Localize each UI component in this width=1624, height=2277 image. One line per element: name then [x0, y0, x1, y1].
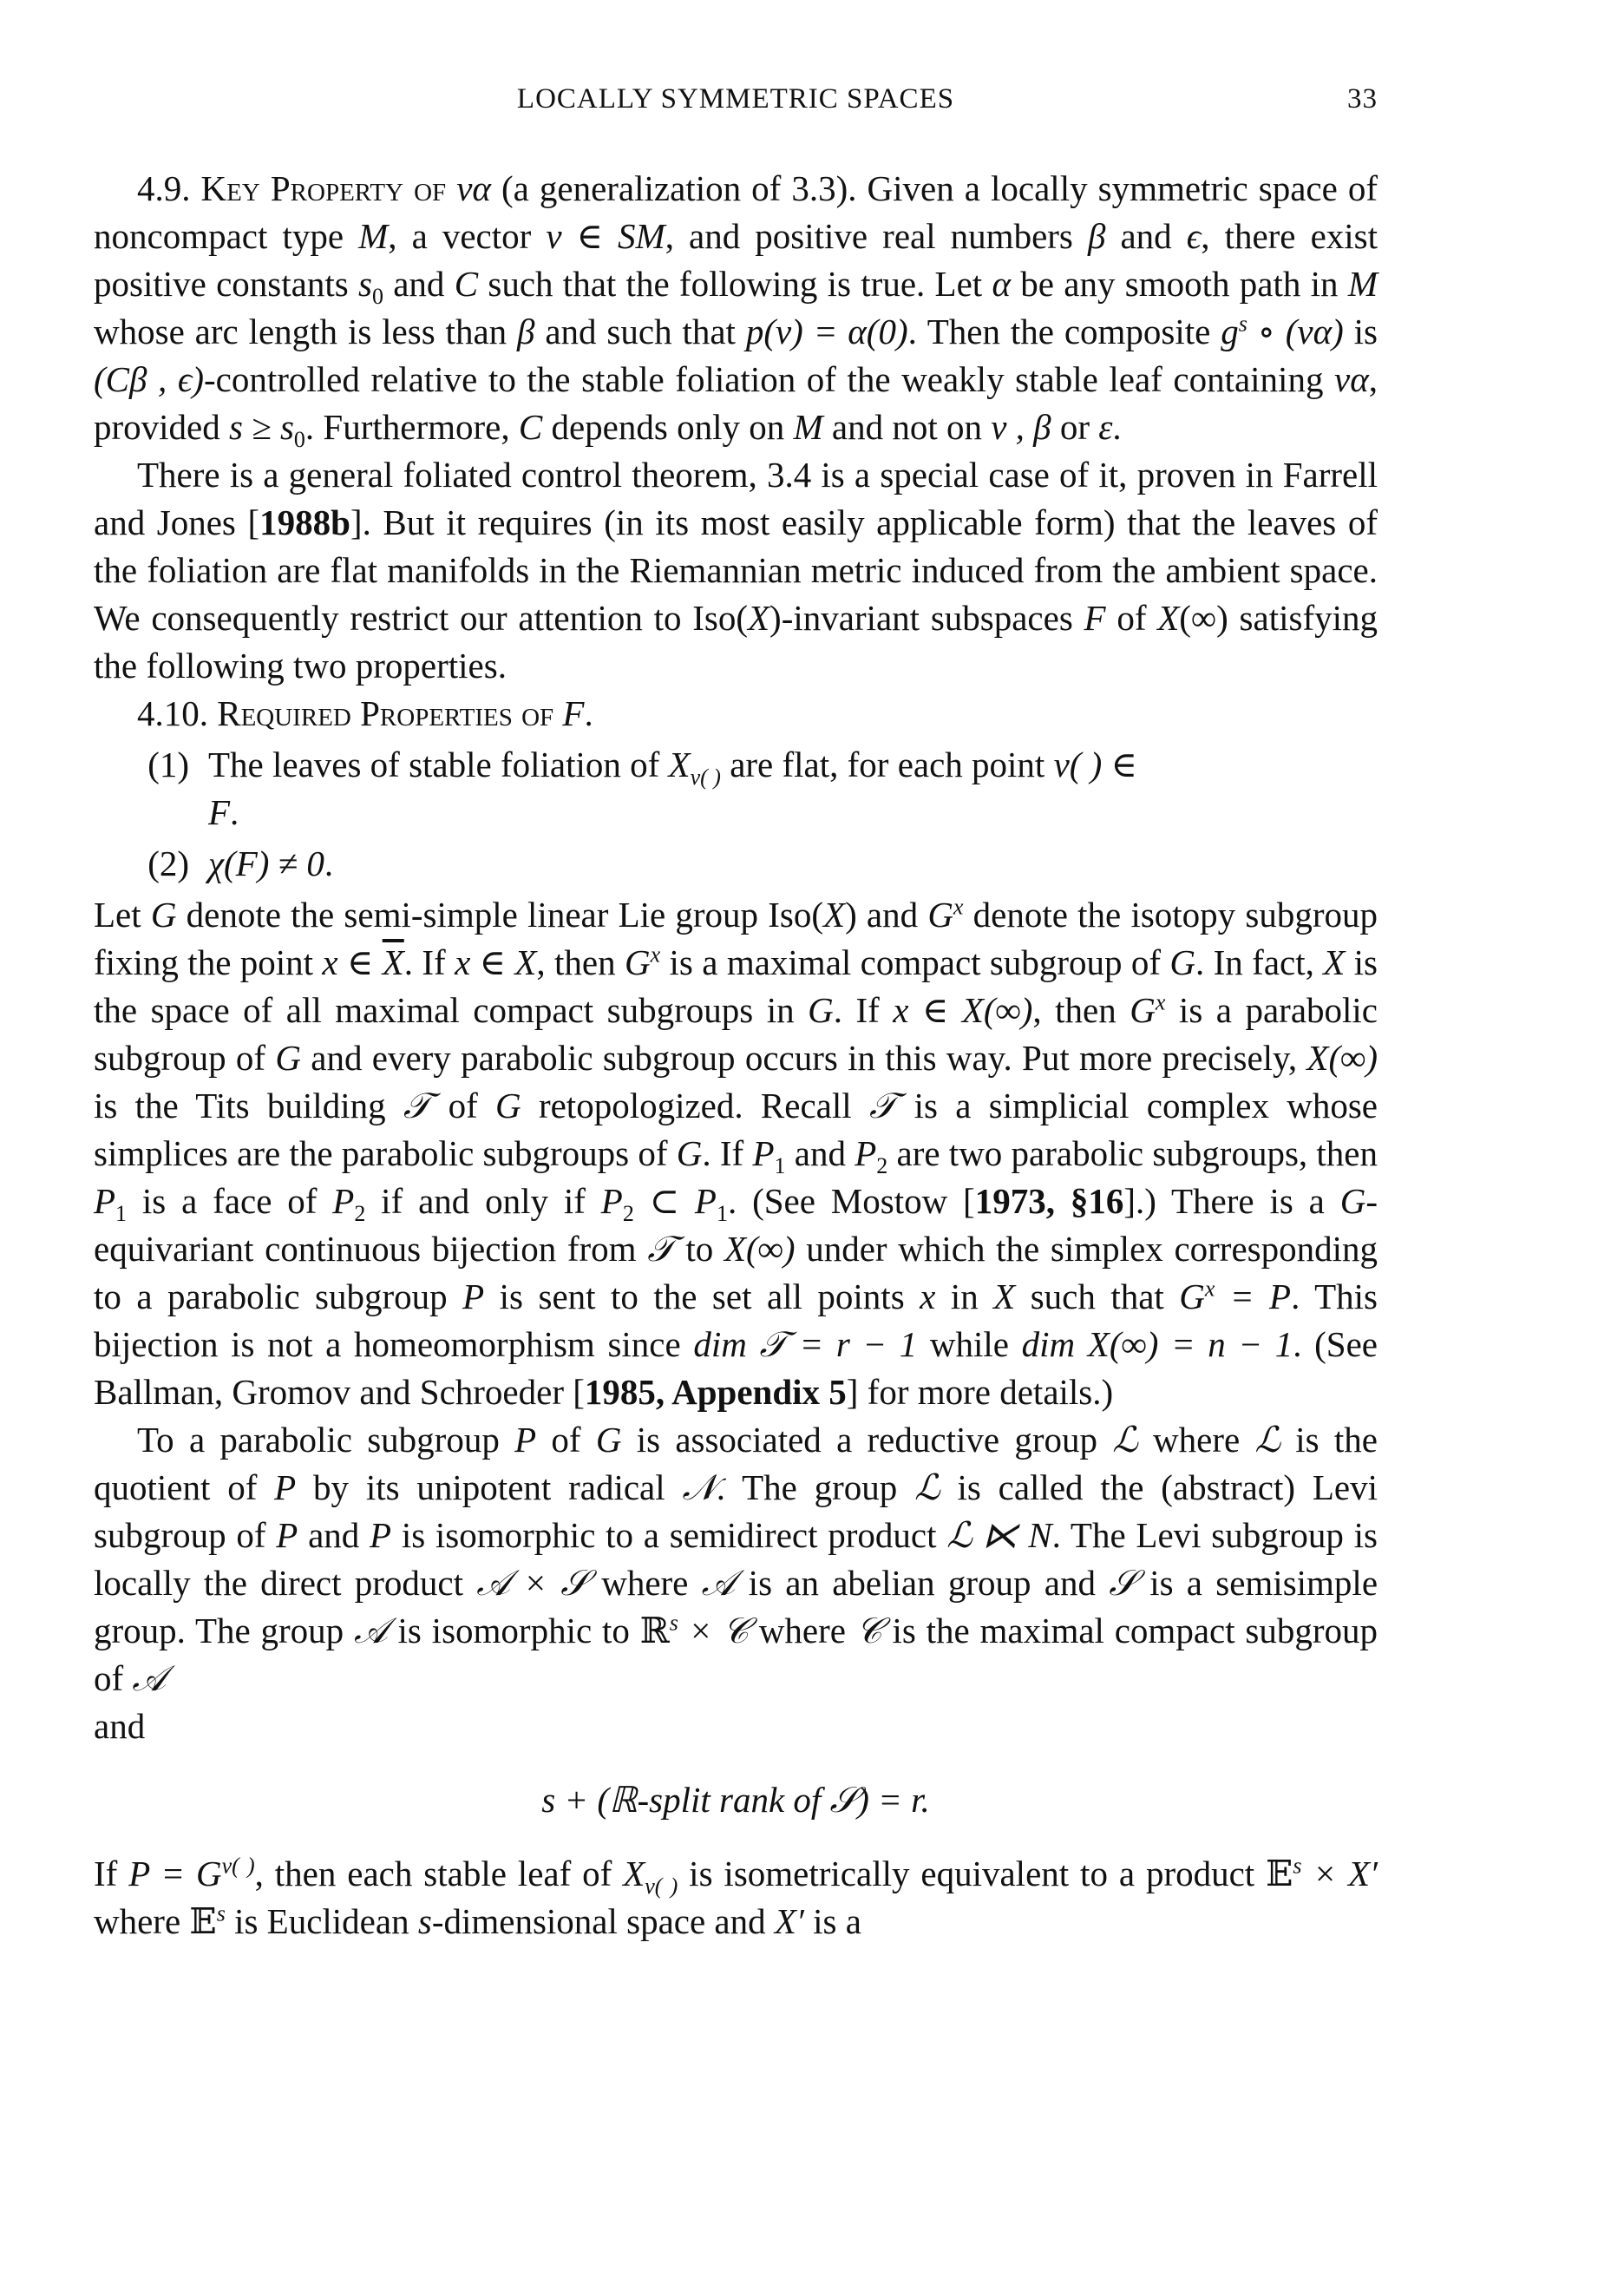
stable-leaf-paragraph: If $P = G^{v( )}$, then each stable leaf of $X_{v( )}$ is isometrically equivalent to a product 𝔼$^s$ × X′ where 𝔼$^s$ is Euclidean s-dimensional space and X′ is a — [94, 1853, 1378, 1941]
list-item: (1) The leaves of stable foliation of $X_{v( )}$ are flat, for each point v( ) ∈ F. — [147, 745, 1137, 832]
foliated-control-paragraph: There is a general foliated control theorem, 3.4 is a special case of it, proven in Farrell and Jones [1988b]. But it requires (in its most easily applicable form) that the leaves of the foliation are flat manifolds in the Riemannian metric induced from the ambient space. We consequently restrict our attention to Iso(X)-invariant subspaces F of X(∞) satisfying the following two properties. — [94, 455, 1378, 686]
levi-subgroup-paragraph: To a parabolic subgroup P of G is associated a reductive group ℒ where ℒ is the quotient of P by its unipotent radical 𝒩. The group ℒ is called the (abstract) Levi subgroup of P and P is isomorphic to a semidirect product ℒ ⋉ N. The Levi subgroup is locally the direct product 𝒜 × 𝒮 where 𝒜 is an abelian group and 𝒮 is a semisimple group. The group 𝒜 is isomorphic to ℝ$^s$ × 𝒞 where 𝒞 is the maximal compact subgroup of 𝒜 and — [94, 1420, 1378, 1746]
citation: 1988b — [259, 502, 350, 542]
page-body — [94, 165, 1378, 1946]
page-number: 33 — [1347, 83, 1378, 115]
running-title: LOCALLY SYMMETRIC SPACES — [516, 83, 955, 115]
citation: 1973, §16 — [974, 1181, 1124, 1221]
running-header — [94, 83, 1378, 135]
section-4-10-heading: 4.10. Required Properties of F. — [137, 693, 593, 733]
list-item: (2) χ(F) ≠ 0. — [147, 843, 334, 883]
section-title: Required Properties of — [217, 693, 554, 733]
section-4-9-paragraph: 4.9. Key Property of vα (a generalization of 3.3). Given a locally symmetric space of noncompact type M, a vector v ∈ SM, and positive real numbers β and ϵ, there exist positive constants $s_0$ and C such that the following is true. Let α be any smooth path in M whose arc length is less than β and such that p(v) = α(0). Then the composite $g^s$ ∘ (vα) is (Cβ , ϵ)-controlled relative to the stable foliation of the weakly stable leaf containing vα, provided $s \ge s_0$. Furthermore, C depends only on M and not on v , β or ε. — [94, 168, 1378, 453]
section-number: 4.10. — [137, 693, 208, 733]
section-title: Key Property of — [200, 168, 447, 208]
display-equation: s + (ℝ-split rank of 𝒮) = r. — [541, 1780, 930, 1820]
citation: 1985, Appendix 5 — [584, 1372, 847, 1412]
lie-group-paragraph: Let G denote the semi-simple linear Lie group Iso(X) and $G^x$ denote the isotopy subgroup fixing the point x ∈ $\overline{X}$. If x ∈ X, then $G^x$ is a maximal compact subgroup of G. In fact, X is the space of all maximal compact subgroups in G. If x ∈ X(∞), then $G^x$ is a parabolic subgroup of G and every parabolic subgroup occurs in this way. Put more precisely, X(∞) is the Tits building 𝒯 of G retopologized. Recall 𝒯 is a simplicial complex whose simplices are the parabolic subgroups of G. If $P_1$ and $P_2$ are two parabolic subgroups, then $P_1$ is a face of $P_2$ if and only if $P_2$ ⊂ $P_1$. (See Mostow [1973, §16].) There is a G-equivariant continuous bijection from 𝒯 to X(∞) under which the simplex corresponding to a parabolic subgroup P is sent to the set all points x in X such that $G^x = P$. This bijection is not a homeomorphism since dim 𝒯 = r − 1 while dim X(∞) = n − 1. (See Ballman, Gromov and Schroeder [1985, Appendix 5] for more details.) — [94, 894, 1378, 1412]
section-number: 4.9. — [137, 168, 191, 208]
